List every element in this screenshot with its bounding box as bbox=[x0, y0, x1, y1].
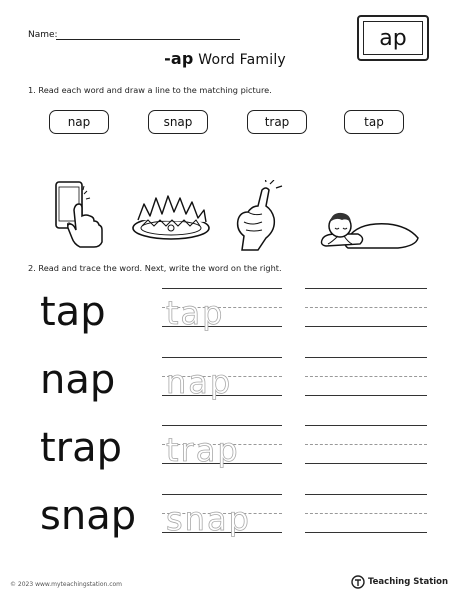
trace-word-tap: tap bbox=[166, 294, 225, 332]
trace-area-snap[interactable] bbox=[162, 494, 282, 550]
top-line bbox=[305, 425, 427, 426]
word-box-trap[interactable]: trap bbox=[247, 110, 307, 134]
top-line bbox=[162, 494, 282, 495]
mid-line bbox=[305, 444, 427, 445]
trace-word-trap: trap bbox=[166, 431, 240, 469]
trap-picture[interactable] bbox=[128, 190, 214, 242]
title-rest: Word Family bbox=[193, 52, 286, 68]
top-line bbox=[305, 357, 427, 358]
word-box-snap[interactable]: snap bbox=[148, 110, 208, 134]
mid-line bbox=[305, 307, 427, 308]
read-word-trap: trap bbox=[40, 425, 123, 471]
write-area-tap[interactable] bbox=[305, 288, 427, 344]
tap-phone-picture[interactable] bbox=[50, 180, 110, 248]
mid-line bbox=[305, 513, 427, 514]
top-line bbox=[305, 288, 427, 289]
base-line bbox=[305, 532, 427, 533]
read-word-snap: snap bbox=[40, 493, 137, 539]
write-area-nap[interactable] bbox=[305, 357, 427, 413]
brand-icon bbox=[351, 575, 365, 589]
instruction-2: 2. Read and trace the word. Next, write the word on the right. bbox=[28, 263, 282, 273]
write-area-snap[interactable] bbox=[305, 494, 427, 550]
name-label: Name: bbox=[28, 30, 58, 40]
snap-fingers-picture[interactable] bbox=[232, 180, 290, 252]
family-badge-text: ap bbox=[363, 21, 423, 55]
trace-word-snap: snap bbox=[166, 500, 251, 538]
name-write-line[interactable] bbox=[56, 39, 240, 40]
word-box-tap[interactable]: tap bbox=[344, 110, 404, 134]
read-word-tap: tap bbox=[40, 289, 106, 335]
word-box-nap[interactable]: nap bbox=[49, 110, 109, 134]
top-line bbox=[162, 425, 282, 426]
base-line bbox=[305, 326, 427, 327]
brand-name: Teaching Station bbox=[368, 577, 449, 587]
trace-word-nap: nap bbox=[166, 363, 233, 401]
top-line bbox=[162, 288, 282, 289]
copyright-text: © 2023 www.myteachingstation.com bbox=[10, 581, 123, 588]
trace-area-nap[interactable] bbox=[162, 357, 282, 413]
write-area-trap[interactable] bbox=[305, 425, 427, 481]
trace-area-trap[interactable] bbox=[162, 425, 282, 481]
mid-line bbox=[305, 376, 427, 377]
read-word-nap: nap bbox=[40, 357, 116, 403]
trace-area-tap[interactable] bbox=[162, 288, 282, 344]
top-line bbox=[162, 357, 282, 358]
nap-sleeping-picture[interactable] bbox=[318, 198, 422, 250]
title-family: -ap bbox=[164, 49, 194, 68]
base-line bbox=[305, 463, 427, 464]
family-badge bbox=[357, 15, 429, 61]
instruction-1: 1. Read each word and draw a line to the matching picture. bbox=[28, 85, 272, 95]
base-line bbox=[305, 395, 427, 396]
top-line bbox=[305, 494, 427, 495]
brand-logo bbox=[351, 575, 448, 589]
